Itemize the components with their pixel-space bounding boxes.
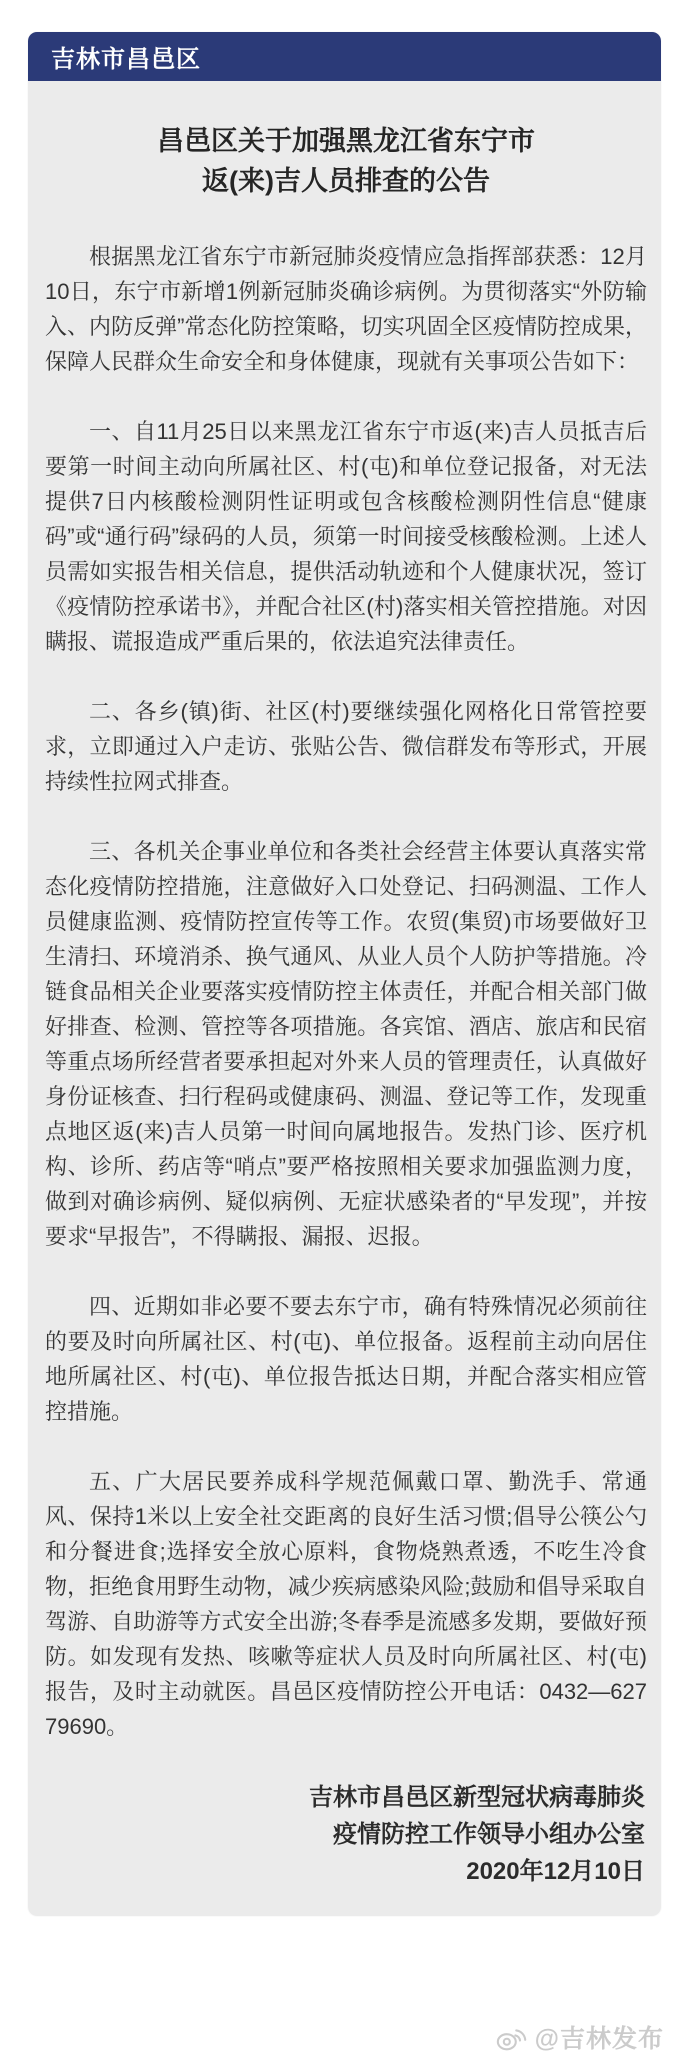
weibo-watermark	[495, 2019, 664, 2055]
announcement-paragraph-intro: 根据黑龙江省东宁市新冠肺炎疫情应急指挥部获悉：12月10日，东宁市新增1例新冠肺炎确诊病例。为贯彻落实“外防输入、内防反弹”常态化防控策略，切实巩固全区疫情防控成果，保障人民群众生命安全和身体健康，现就有关事项公告如下：	[45, 244, 647, 374]
card-header	[28, 32, 661, 81]
announcement-title-line-1: 昌邑区关于加强黑龙江省东宁市	[157, 126, 535, 156]
announcement-paragraph-item-3: 三、各机关企事业单位和各类社会经营主体要认真落实常态化疫情防控措施，注意做好入口处登记、扫码测温、工作人员健康监测、疫情防控宣传等工作。农贸(集贸)市场要做好卫生清扫、环境消杀、换气通风、从业人员个人防护等措施。冷链食品相关企业要落实疫情防控主体责任，并配合相关部门做好排查、检测、管控等各项措施。各宾馆、酒店、旅店和民宿等重点场所经营者要承担起对外来人员的管理责任，认真做好身份证核查、扫行程码或健康码、测温、登记等工作，发现重点地区返(来)吉人员第一时间向属地报告。发热门诊、医疗机构、诊所、药店等“哨点”要严格按照相关要求加强监测力度，做到对确诊病例、疑似病例、无症状感染者的“早发现”，并按要求“早报告”，不得瞒报、漏报、迟报。	[45, 839, 647, 1249]
announcement-title-line-2: 返(来)吉人员排查的公告	[202, 166, 490, 196]
announcement-paragraph-item-4: 四、近期如非必要不要去东宁市，确有特殊情况必须前往的要及时向所属社区、村(屯)、单位报备。返程前主动向居住地所属社区、村(屯)、单位报告抵达日期，并配合落实相应管控措施。	[45, 1294, 647, 1424]
announcement-paragraph-item-5: 五、广大居民要养成科学规范佩戴口罩、勤洗手、常通风、保持1米以上安全社交距离的良好生活习惯;倡导公筷公勺和分餐进食;选择安全放心原料，食物烧熟煮透，不吃生冷食物，拒绝食用野生动物，减少疾病感染风险;鼓励和倡导采取自驾游、自助游等方式安全出游;冬春季是流感多发期，要做好预防。如发现有发热、咳嗽等症状人员及时向所属社区、村(屯)报告，及时主动就医。昌邑区疫情防控公开电话：0432—62779690。	[45, 1469, 647, 1739]
announcement-paragraph-item-2: 二、各乡(镇)街、社区(村)要继续强化网格化日常管控要求，立即通过入户走访、张贴公告、微信群发布等形式，开展持续性拉网式排查。	[45, 699, 647, 794]
signature-date: 2020年12月10日	[466, 1858, 645, 1885]
weibo-icon	[495, 2023, 529, 2052]
signature-line-2: 疫情防控工作领导小组办公室	[333, 1821, 645, 1848]
announcement-paragraph-item-1: 一、自11月25日以来黑龙江省东宁市返(来)吉人员抵吉后要第一时间主动向所属社区、村(屯)和单位登记报备，对无法提供7日内核酸检测阴性证明或包含核酸检测阴性信息“健康码”或“通行码”绿码的人员，须第一时间接受核酸检测。上述人员需如实报告相关信息，提供活动轨迹和个人健康状况，签订《疫情防控承诺书》，并配合社区(村)落实相关管控措施。对因瞒报、谎报造成严重后果的，依法追究法律责任。	[45, 419, 647, 654]
announcement-body	[28, 81, 661, 1916]
announcement-card	[28, 32, 661, 1916]
signature-block	[45, 1779, 647, 1890]
announcement-title	[45, 121, 647, 201]
watermark-handle: @吉林发布	[534, 2025, 664, 2053]
region-title: 吉林市昌邑区	[51, 46, 201, 73]
signature-line-1: 吉林市昌邑区新型冠状病毒肺炎	[309, 1784, 645, 1811]
